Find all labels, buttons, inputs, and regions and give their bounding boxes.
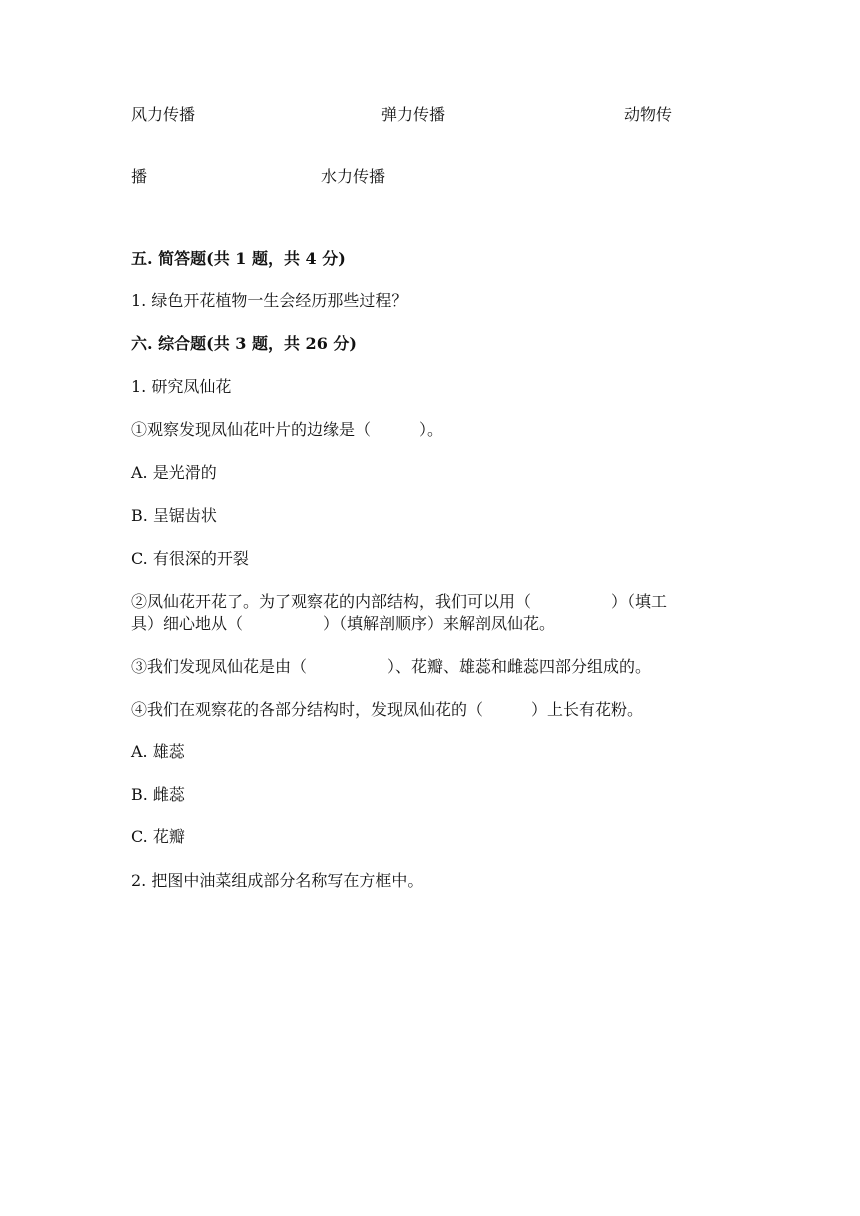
option-water-dispersal: 水力传播	[321, 167, 386, 186]
option-elastic-dispersal: 弹力传播	[381, 105, 446, 124]
question-title: 1. 研究凤仙花	[131, 377, 232, 396]
option-c: C. 花瓣	[131, 827, 185, 846]
option-wind-dispersal: 风力传播	[131, 105, 196, 124]
question-text: 2. 把图中油菜组成部分名称写在方框中。	[131, 871, 424, 890]
option-animal-dispersal-wrap: 播	[131, 167, 148, 186]
question-part: ③我们发现凤仙花是由（ ）、花瓣、雄蕊和雌蕊四部分组成的。	[131, 657, 652, 676]
section-heading: 五. 简答题(共 1 题，共 4 分)	[131, 249, 346, 268]
option-animal-dispersal: 动物传	[624, 105, 673, 124]
question-part-continued: 具）细心地从（ ）（填解剖顺序）来解剖凤仙花。	[131, 614, 556, 633]
option-b: B. 呈锯齿状	[131, 506, 217, 525]
question-part: ④我们在观察花的各部分结构时，发现凤仙花的（ ）上长有花粉。	[131, 700, 644, 719]
section-heading: 六. 综合题(共 3 题，共 26 分)	[131, 334, 357, 353]
option-a: A. 雄蕊	[131, 742, 185, 761]
option-c: C. 有很深的开裂	[131, 549, 249, 568]
option-b: B. 雌蕊	[131, 785, 185, 804]
question-part: ②凤仙花开花了。为了观察花的内部结构，我们可以用（ ）（填工	[131, 592, 668, 611]
option-a: A. 是光滑的	[131, 463, 217, 482]
question-text: 1. 绿色开花植物一生会经历那些过程？	[131, 291, 408, 310]
question-part: ①观察发现凤仙花叶片的边缘是（ ）。	[131, 420, 444, 439]
